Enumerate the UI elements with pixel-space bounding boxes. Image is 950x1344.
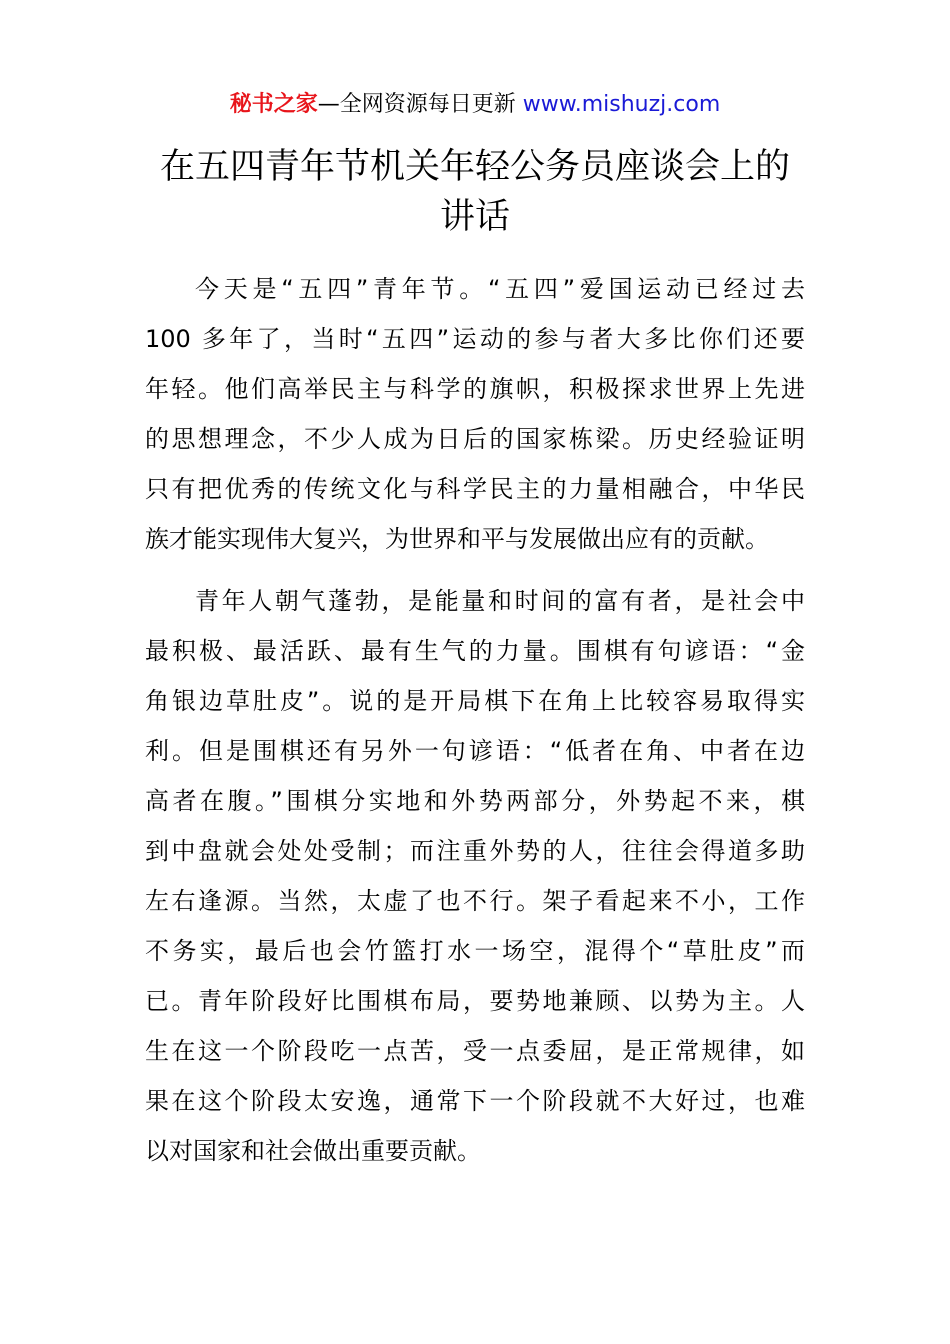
paragraph-line: 果在这个阶段太安逸，通常下一个阶段就不大好过，也难	[145, 1087, 805, 1115]
paragraph-line: 100 多年了，当时“五四”运动的参与者大多比你们还要	[145, 325, 805, 353]
brand-name: 秘书之家	[229, 92, 318, 117]
document-body	[145, 264, 805, 1188]
paragraph-line: 生在这一个阶段吃一点苦，受一点委屈，是正常规律，如	[145, 1037, 805, 1065]
title-line: 讲话	[439, 197, 510, 237]
title-line: 在五四青年节机关年轻公务员座谈会上的	[159, 147, 790, 187]
paragraph-line: 不务实，最后也会竹篮打水一场空，混得个“草肚皮”而	[145, 937, 805, 965]
paragraph-line: 青年人朝气蓬勃，是能量和时间的富有者，是社会中	[195, 587, 805, 615]
paragraph-line: 族才能实现伟大复兴，为世界和平与发展做出应有的贡献。	[145, 525, 769, 553]
paragraph	[145, 576, 805, 1176]
paragraph-line: 高者在腹。”围棋分实地和外势两部分，外势起不来，棋	[145, 787, 805, 815]
site-header	[0, 88, 950, 122]
document-title	[140, 142, 810, 242]
paragraph-line: 利。但是围棋还有另外一句谚语：“低者在角、中者在边	[145, 737, 805, 765]
paragraph-line: 今天是“五四”青年节。“五四”爱国运动已经过去	[195, 275, 805, 303]
paragraph-line: 只有把优秀的传统文化与科学民主的力量相融合，中华民	[145, 475, 805, 503]
paragraph-line: 到中盘就会处处受制；而注重外势的人，往往会得道多助	[145, 837, 805, 865]
header-tagline: —全网资源每日更新	[317, 92, 523, 117]
site-url-link[interactable]: www.mishuzj.com	[522, 92, 721, 117]
paragraph-line: 最积极、最活跃、最有生气的力量。围棋有句谚语：“金	[145, 637, 805, 665]
paragraph-line: 角银边草肚皮”。说的是开局棋下在角上比较容易取得实	[145, 687, 805, 715]
paragraph-line: 已。青年阶段好比围棋布局，要势地兼顾、以势为主。人	[145, 987, 805, 1015]
paragraph	[145, 264, 805, 564]
paragraph-line: 的思想理念，不少人成为日后的国家栋梁。历史经验证明	[145, 425, 805, 453]
paragraph-line: 左右逢源。当然，太虚了也不行。架子看起来不小，工作	[145, 887, 805, 915]
paragraph-line: 以对国家和社会做出重要贡献。	[145, 1137, 481, 1165]
paragraph-line: 年轻。他们高举民主与科学的旗帜，积极探求世界上先进	[145, 375, 805, 403]
